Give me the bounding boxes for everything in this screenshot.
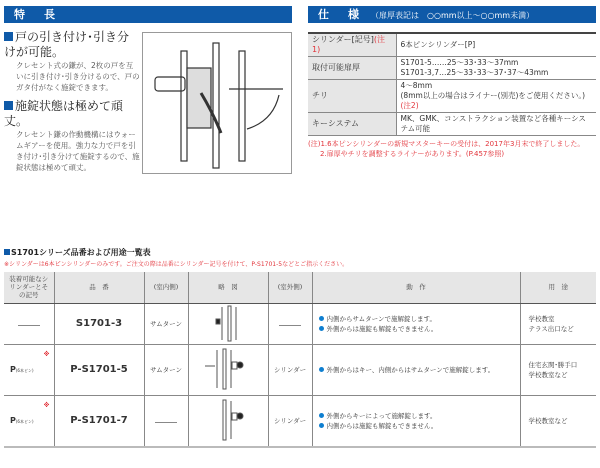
inside-cell: サムターン	[144, 344, 188, 395]
spec-note: (注2)	[400, 101, 419, 110]
table-header-row	[4, 272, 596, 303]
spec-note-1: (注)1.6本ピンシリンダーの新規マスターキーの受付は、2017年3月末で終了しました。	[308, 140, 585, 148]
cylinder-cell	[4, 303, 54, 344]
col-inside: (室内側)	[144, 272, 188, 303]
inside-cell	[144, 395, 188, 447]
col-action: 動 作	[312, 272, 520, 303]
action-text: 外側からはキー、内側からはサムターンで施解錠します。	[326, 365, 495, 374]
part-number: P-S1701-7	[54, 395, 144, 447]
action-text: 内側からサムターンで施解錠します。	[326, 314, 437, 323]
spec-value: MK、GMK、コンストラクション装置など各種キーシステム可能	[396, 113, 596, 136]
diagram-cylinder-only	[188, 395, 268, 447]
cylinder-cell: P(6本ピン) ※	[4, 344, 54, 395]
spec-value: S1701-3,7…25～33･33～37･37～43mm	[400, 68, 549, 77]
list-title: S1701シリーズ品番および用途一覧表	[4, 247, 596, 258]
action-cell	[312, 303, 520, 344]
spec-value: 4～8mm	[400, 81, 433, 90]
spec-section	[308, 32, 596, 159]
spec-key: 取付可能扉厚	[308, 57, 396, 80]
spec-row	[308, 113, 596, 136]
spec-notes	[308, 139, 596, 159]
feature-text-1: クレセント式の鎌が、2枚の戸を互いに引き付け･引き分けるので、戸のガタ付がなく施錠できます。	[16, 61, 140, 92]
feature-heading-1: 戸の引き付け･引き分けが可能。	[4, 30, 140, 60]
diagram-thumbturn-cylinder	[188, 344, 268, 395]
action-text: 外側からキーによって施解錠します。	[326, 411, 437, 420]
action-text: 内側からは施錠も解錠もできません。	[326, 421, 438, 430]
col-use: 用 途	[520, 272, 596, 303]
features-header	[4, 6, 292, 23]
use-cell: 学校教室など	[520, 395, 596, 447]
lock-mechanism-illustration	[142, 32, 292, 174]
cylinder-cell: P(6本ピン) ※	[4, 395, 54, 447]
spec-header	[308, 6, 596, 23]
action-cell	[312, 395, 520, 447]
spec-table	[308, 32, 596, 136]
list-note: ※シリンダーは6本ピンシリンダーのみです。ご注文の際は品番にシリンダー記号を付けて、P-S1701-5などとご指示ください。	[4, 261, 349, 268]
use-cell: 住宅玄関･勝手口 学校教室など	[520, 344, 596, 395]
outside-cell: シリンダー	[268, 395, 312, 447]
action-cell	[312, 344, 520, 395]
spec-title: 仕 様	[318, 8, 363, 21]
table-row	[4, 395, 596, 447]
table-row	[4, 303, 596, 344]
feature-heading-2: 施錠状態は極めて頑丈。	[4, 99, 140, 129]
features-title: 特 長	[14, 8, 59, 21]
product-table	[4, 272, 596, 448]
outside-cell: シリンダー	[268, 344, 312, 395]
spec-note-2: 2.扉厚やチリを調整するライナーがあります。(P.457参照)	[320, 150, 505, 158]
spec-key: チリ	[308, 80, 396, 113]
table-row	[4, 344, 596, 395]
outside-cell	[268, 303, 312, 344]
spec-subtitle: （扉厚表記は ○○mm以上～○○mm未満）	[371, 11, 535, 20]
diagram-thumbturn-only	[188, 303, 268, 344]
col-diagram: 略 図	[188, 272, 268, 303]
spec-row	[308, 33, 596, 57]
spec-row	[308, 57, 596, 80]
spec-row	[308, 80, 596, 113]
action-text: 外側からは施錠も解錠もできません。	[326, 324, 438, 333]
spec-key: キーシステム	[308, 113, 396, 136]
spec-note: (注1)	[312, 35, 386, 54]
spec-value: (8mm以上の場合はライナー(別売)をご使用ください。)	[400, 91, 586, 100]
spec-value: 6本ピンシリンダー[P]	[396, 33, 596, 57]
col-outside: (室外側)	[268, 272, 312, 303]
inside-cell: サムターン	[144, 303, 188, 344]
spec-value: S1701-5……25～33･33～37mm	[400, 58, 519, 67]
spec-key: シリンダー[記号]	[312, 35, 374, 44]
col-part: 品 番	[54, 272, 144, 303]
features-column	[4, 30, 140, 179]
use-cell: 学校教室 テラス出口など	[520, 303, 596, 344]
part-number: P-S1701-5	[54, 344, 144, 395]
feature-text-2: クレセント鎌の作動機構にはウォームギアーを使用。強力な力で戸を引き付け･引き分けて施錠するので、施錠状態は極めて頑丈。	[16, 130, 140, 172]
part-number: S1701-3	[54, 303, 144, 344]
col-cylinder: 装着可能なシリンダーとその記号	[4, 272, 54, 303]
list-section	[4, 247, 596, 448]
